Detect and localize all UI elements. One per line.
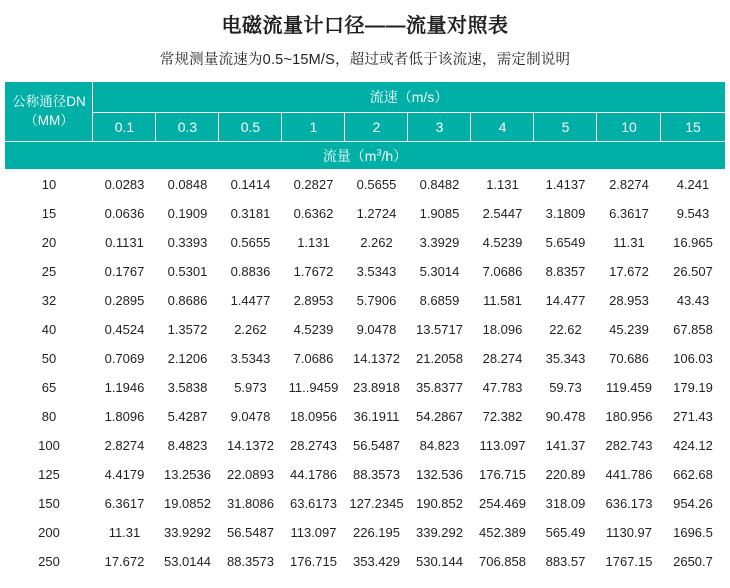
cell-flow: 43.43	[661, 286, 725, 315]
cell-flow: 339.292	[408, 518, 471, 547]
cell-flow: 0.0636	[93, 199, 156, 228]
cell-flow: 11..9459	[282, 373, 345, 402]
cell-flow: 47.783	[471, 373, 534, 402]
cell-flow: 0.8482	[408, 170, 471, 199]
cell-flow: 2.262	[345, 228, 408, 257]
cell-flow: 176.715	[471, 460, 534, 489]
cell-flow: 4.4179	[93, 460, 156, 489]
cell-flow: 0.1131	[93, 228, 156, 257]
header-speed-8: 10	[597, 113, 661, 142]
cell-dn: 80	[5, 402, 93, 431]
header-flow-suffix: /h）	[381, 147, 408, 164]
cell-flow: 11.31	[597, 228, 661, 257]
cell-flow: 4.5239	[282, 315, 345, 344]
cell-flow: 132.536	[408, 460, 471, 489]
table-row	[5, 489, 725, 518]
cell-flow: 0.7069	[93, 344, 156, 373]
cell-flow: 441.786	[597, 460, 661, 489]
cell-dn: 20	[5, 228, 93, 257]
cell-dn: 50	[5, 344, 93, 373]
header-dn-line2: （MM）	[24, 112, 74, 128]
cell-flow: 353.429	[345, 547, 408, 576]
header-speed-0: 0.1	[93, 113, 156, 142]
cell-flow: 5.7906	[345, 286, 408, 315]
cell-flow: 23.8918	[345, 373, 408, 402]
cell-flow: 0.5655	[345, 170, 408, 199]
cell-flow: 452.389	[471, 518, 534, 547]
cell-flow: 70.686	[597, 344, 661, 373]
cell-flow: 2.8274	[597, 170, 661, 199]
cell-flow: 16.965	[661, 228, 725, 257]
cell-flow: 2.1206	[156, 344, 219, 373]
cell-flow: 0.8686	[156, 286, 219, 315]
cell-flow: 0.1909	[156, 199, 219, 228]
cell-flow: 1.3572	[156, 315, 219, 344]
cell-flow: 84.823	[408, 431, 471, 460]
header-flow-sup: 3	[376, 146, 382, 157]
cell-flow: 14.477	[534, 286, 597, 315]
cell-flow: 141.37	[534, 431, 597, 460]
cell-flow: 1.9085	[408, 199, 471, 228]
cell-flow: 28.2743	[282, 431, 345, 460]
cell-flow: 22.62	[534, 315, 597, 344]
cell-flow: 44.1786	[282, 460, 345, 489]
cell-flow: 72.382	[471, 402, 534, 431]
page-subtitle: 常规测量流速为0.5~15M/S，超过或者低于该流速，需定制说明	[159, 52, 571, 68]
cell-flow: 1767.15	[597, 547, 661, 576]
cell-flow: 14.1372	[219, 431, 282, 460]
cell-flow: 318.09	[534, 489, 597, 518]
cell-flow: 565.49	[534, 518, 597, 547]
cell-flow: 127.2345	[345, 489, 408, 518]
cell-flow: 3.3929	[408, 228, 471, 257]
cell-flow: 6.3617	[93, 489, 156, 518]
cell-flow: 0.0848	[156, 170, 219, 199]
cell-flow: 11.581	[471, 286, 534, 315]
cell-flow: 954.26	[661, 489, 725, 518]
cell-flow: 0.1414	[219, 170, 282, 199]
cell-flow: 8.8357	[534, 257, 597, 286]
cell-flow: 0.0283	[93, 170, 156, 199]
table-row	[5, 257, 725, 286]
cell-flow: 0.2827	[282, 170, 345, 199]
cell-flow: 179.19	[661, 373, 725, 402]
cell-dn: 65	[5, 373, 93, 402]
cell-flow: 9.0478	[219, 402, 282, 431]
header-row-speed	[5, 82, 725, 113]
cell-flow: 59.73	[534, 373, 597, 402]
cell-flow: 5.6549	[534, 228, 597, 257]
cell-dn: 25	[5, 257, 93, 286]
cell-flow: 53.0144	[156, 547, 219, 576]
table-row	[5, 286, 725, 315]
cell-flow: 2.8274	[93, 431, 156, 460]
cell-flow: 176.715	[282, 547, 345, 576]
cell-dn: 15	[5, 199, 93, 228]
table-row	[5, 315, 725, 344]
cell-flow: 0.4524	[93, 315, 156, 344]
cell-flow: 1.4477	[219, 286, 282, 315]
cell-flow: 271.43	[661, 402, 725, 431]
cell-flow: 0.8836	[219, 257, 282, 286]
cell-flow: 1.7672	[282, 257, 345, 286]
cell-flow: 19.0852	[156, 489, 219, 518]
cell-flow: 9.543	[661, 199, 725, 228]
cell-flow: 3.5343	[219, 344, 282, 373]
cell-flow: 3.5838	[156, 373, 219, 402]
cell-flow: 1.131	[282, 228, 345, 257]
table-row	[5, 344, 725, 373]
cell-flow: 530.144	[408, 547, 471, 576]
cell-flow: 2.5447	[471, 199, 534, 228]
cell-flow: 1130.97	[597, 518, 661, 547]
cell-dn: 200	[5, 518, 93, 547]
cell-flow: 0.3393	[156, 228, 219, 257]
cell-flow: 3.1809	[534, 199, 597, 228]
table-row	[5, 228, 725, 257]
cell-flow: 5.3014	[408, 257, 471, 286]
cell-flow: 11.31	[93, 518, 156, 547]
cell-flow: 180.956	[597, 402, 661, 431]
cell-flow: 31.8086	[219, 489, 282, 518]
table-row	[5, 199, 725, 228]
cell-dn: 150	[5, 489, 93, 518]
cell-flow: 883.57	[534, 547, 597, 576]
cell-flow: 282.743	[597, 431, 661, 460]
cell-flow: 7.0686	[282, 344, 345, 373]
header-row-flow	[5, 142, 725, 170]
header-speed-5: 3	[408, 113, 471, 142]
cell-flow: 8.6859	[408, 286, 471, 315]
table-row	[5, 518, 725, 547]
cell-flow: 1.2724	[345, 199, 408, 228]
cell-flow: 1.4137	[534, 170, 597, 199]
cell-flow: 662.68	[661, 460, 725, 489]
cell-flow: 56.5487	[345, 431, 408, 460]
header-cell-dn	[5, 82, 93, 142]
cell-dn: 125	[5, 460, 93, 489]
table-row	[5, 460, 725, 489]
cell-flow: 88.3573	[219, 547, 282, 576]
cell-flow: 636.173	[597, 489, 661, 518]
table-row	[5, 170, 725, 199]
cell-flow: 17.672	[93, 547, 156, 576]
cell-flow: 0.5655	[219, 228, 282, 257]
cell-flow: 190.852	[408, 489, 471, 518]
cell-flow: 54.2867	[408, 402, 471, 431]
cell-flow: 106.03	[661, 344, 725, 373]
cell-flow: 28.953	[597, 286, 661, 315]
cell-flow: 26.507	[661, 257, 725, 286]
header-speed-9: 15	[661, 113, 725, 142]
cell-flow: 33.9292	[156, 518, 219, 547]
table-row	[5, 402, 725, 431]
cell-flow: 0.2895	[93, 286, 156, 315]
cell-flow: 0.5301	[156, 257, 219, 286]
header-cell-flow	[5, 142, 725, 170]
header-cell-speed: 流速（m/s）	[93, 82, 725, 113]
cell-flow: 14.1372	[345, 344, 408, 373]
cell-flow: 63.6173	[282, 489, 345, 518]
cell-flow: 220.89	[534, 460, 597, 489]
cell-flow: 18.096	[471, 315, 534, 344]
cell-flow: 113.097	[282, 518, 345, 547]
cell-flow: 706.858	[471, 547, 534, 576]
cell-flow: 36.1911	[345, 402, 408, 431]
cell-flow: 17.672	[597, 257, 661, 286]
cell-flow: 28.274	[471, 344, 534, 373]
cell-flow: 0.6362	[282, 199, 345, 228]
cell-flow: 2.262	[219, 315, 282, 344]
header-speed-4: 2	[345, 113, 408, 142]
cell-flow: 3.5343	[345, 257, 408, 286]
cell-flow: 35.8377	[408, 373, 471, 402]
table-body	[5, 170, 725, 576]
header-dn-line1: 公称通径DN	[12, 94, 86, 110]
cell-dn: 32	[5, 286, 93, 315]
cell-flow: 67.858	[661, 315, 725, 344]
cell-flow: 4.5239	[471, 228, 534, 257]
header-speed-1: 0.3	[156, 113, 219, 142]
cell-flow: 113.097	[471, 431, 534, 460]
cell-flow: 45.239	[597, 315, 661, 344]
cell-flow: 56.5487	[219, 518, 282, 547]
cell-flow: 2650.7	[661, 547, 725, 576]
cell-flow: 0.1767	[93, 257, 156, 286]
cell-flow: 18.0956	[282, 402, 345, 431]
cell-flow: 0.3181	[219, 199, 282, 228]
header-flow-prefix: 流量（m	[322, 147, 377, 164]
cell-flow: 35.343	[534, 344, 597, 373]
table-row	[5, 547, 725, 576]
cell-flow: 1.8096	[93, 402, 156, 431]
cell-flow: 1.131	[471, 170, 534, 199]
cell-flow: 5.973	[219, 373, 282, 402]
cell-flow: 2.8953	[282, 286, 345, 315]
cell-flow: 6.3617	[597, 199, 661, 228]
header-row-speed-values	[5, 113, 725, 142]
flow-comparison-table	[4, 81, 725, 576]
cell-flow: 4.241	[661, 170, 725, 199]
cell-flow: 119.459	[597, 373, 661, 402]
cell-flow: 9.0478	[345, 315, 408, 344]
cell-dn: 40	[5, 315, 93, 344]
page-title: 电磁流量计口径——流量对照表	[221, 15, 509, 37]
cell-flow: 22.0893	[219, 460, 282, 489]
cell-flow: 13.5717	[408, 315, 471, 344]
cell-flow: 90.478	[534, 402, 597, 431]
cell-dn: 10	[5, 170, 93, 199]
table-row	[5, 431, 725, 460]
cell-flow: 1696.5	[661, 518, 725, 547]
header-speed-2: 0.5	[219, 113, 282, 142]
table-header	[5, 82, 725, 170]
header-speed-7: 5	[534, 113, 597, 142]
table-row	[5, 373, 725, 402]
header-speed-6: 4	[471, 113, 534, 142]
cell-flow: 226.195	[345, 518, 408, 547]
cell-flow: 254.469	[471, 489, 534, 518]
cell-flow: 88.3573	[345, 460, 408, 489]
cell-dn: 100	[5, 431, 93, 460]
cell-flow: 7.0686	[471, 257, 534, 286]
cell-flow: 1.1946	[93, 373, 156, 402]
cell-flow: 8.4823	[156, 431, 219, 460]
cell-flow: 21.2058	[408, 344, 471, 373]
cell-flow: 424.12	[661, 431, 725, 460]
cell-flow: 13.2536	[156, 460, 219, 489]
header-speed-3: 1	[282, 113, 345, 142]
cell-dn: 250	[5, 547, 93, 576]
cell-flow: 5.4287	[156, 402, 219, 431]
